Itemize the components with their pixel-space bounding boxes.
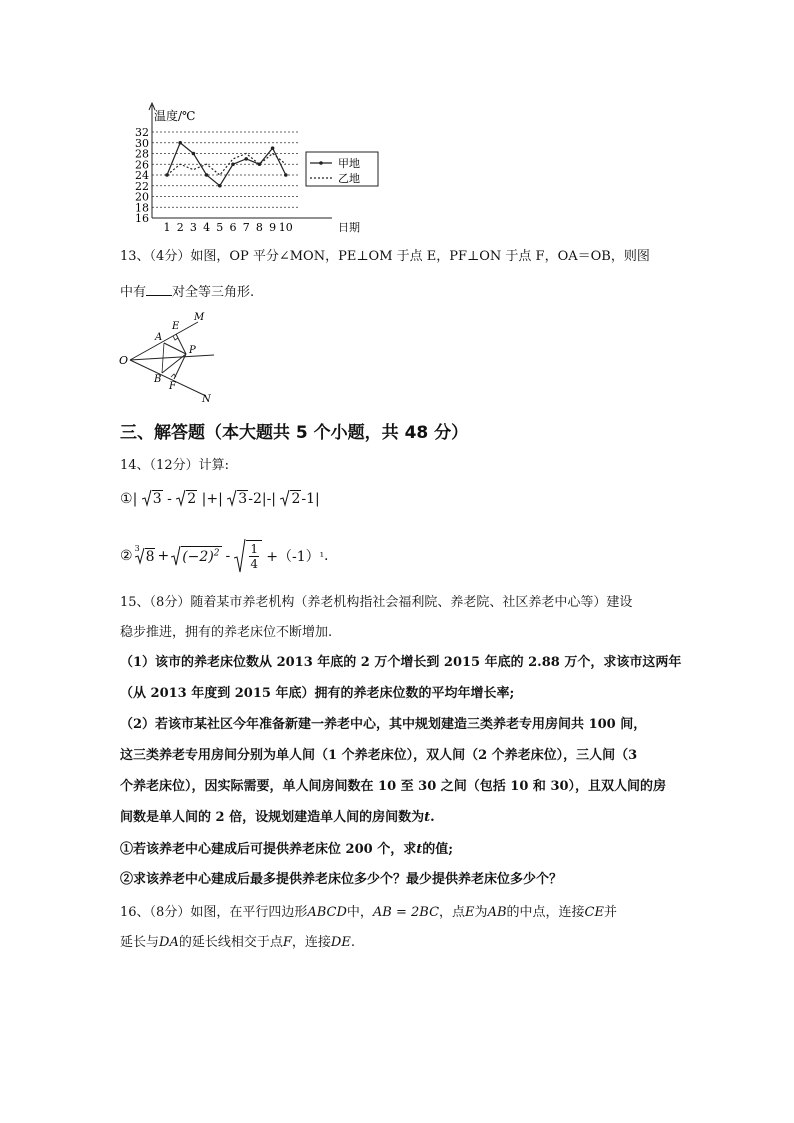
data-point: [284, 173, 288, 177]
x-tick-label: 8: [255, 221, 263, 234]
y-tick-label: 32: [135, 126, 149, 139]
q15-line6: 这三类养老专用房间分别为单人间（1 个养老床位），双人间（2 个养老床位），三人间（3: [120, 748, 638, 763]
label-f: F: [169, 381, 176, 392]
q13-line2: 中有 对全等三角形.: [120, 285, 255, 300]
data-point: [244, 157, 248, 161]
q15-line9: ①若该养老中心建成后可提供养老床位 200 个，求t的值;: [120, 842, 454, 857]
data-point: [271, 146, 275, 150]
ray-op: [130, 355, 214, 360]
x-tick-labels: [164, 221, 293, 234]
x-tick-label: 6: [229, 221, 237, 234]
label-e: E: [172, 321, 180, 332]
x-tick-label: 4: [203, 221, 211, 234]
x-axis-label: 日期: [338, 221, 360, 234]
x-tick-label: 5: [216, 221, 224, 234]
data-point: [231, 162, 235, 166]
ray-on: [130, 360, 206, 396]
y-tick-label: 24: [135, 169, 149, 182]
y-tick-label: 28: [135, 147, 149, 161]
sqrt-symbol: [142, 489, 152, 507]
label-a: A: [155, 332, 163, 343]
label-o: O: [119, 354, 129, 367]
q15-line4: （从 2013 年度到 2015 年底）拥有的养老床位数的平均年增长率;: [120, 686, 515, 701]
y-tick-label: 30: [135, 136, 149, 150]
sqrt-symbol: [171, 545, 181, 567]
legend-label-jia: 甲地: [338, 157, 360, 170]
temperature-line-chart: [120, 100, 390, 235]
q14-part1-expression: ①| 3 - 2 |+| 3-2|-| 2-1|: [120, 491, 320, 507]
data-point: [192, 152, 196, 156]
square-root: $(-2)^2$: [171, 545, 221, 567]
sqrt-symbol: [280, 489, 290, 507]
legend-marker-jia: [319, 161, 323, 165]
y-tick-labels: [135, 126, 149, 225]
label-n: N: [202, 394, 211, 402]
q14-intro: 14、（12分）计算:: [120, 458, 229, 473]
y-tick-label: 22: [135, 179, 149, 193]
q13-line1: 13、（4分）如图，OP 平分∠MON，PE⊥OM 于点 E，PF⊥ON 于点 F，OA＝OB，则图: [120, 249, 650, 264]
data-point: [178, 141, 182, 145]
q16-line1: 16、（8分）如图，在平行四边形ABCD中，AB = 2BC，点E为AB的中点，连接CE并: [120, 905, 617, 920]
x-tick-label: 2: [176, 221, 184, 234]
x-tick-label: 10: [278, 221, 293, 234]
y-tick-label: 26: [135, 158, 149, 172]
x-tick-label: 3: [189, 221, 197, 234]
section-heading: 三、解答题（本大题共 5 个小题，共 48 分）: [120, 423, 469, 443]
label-b: B: [154, 374, 162, 385]
sqrt-symbol: [176, 489, 186, 507]
q15-line10: ②求该养老中心建成后最多提供养老床位多少个？最少提供养老床位多少个？: [120, 872, 563, 887]
q13-angle-bisector-figure: [118, 310, 218, 402]
sqrt-symbol: [234, 538, 246, 574]
q15-line3: （1）该市的养老床位数从 2013 年底的 2 万个增长到 2015 年底的 2.88 万个，求该市这两年: [120, 655, 682, 670]
data-point: [205, 173, 209, 177]
cube-root: 3 8: [134, 544, 155, 565]
q15-line8: 间数是单人间的 2 倍，设规划建造单人间的房间数为t.: [120, 810, 435, 825]
chart-legend: [306, 152, 378, 186]
q16-line2: 延长与DA的延长线相交于点F，连接DE.: [120, 935, 355, 950]
label-p: P: [189, 345, 196, 356]
legend-label-yi: 乙地: [338, 172, 360, 185]
y-tick-label: 16: [135, 212, 149, 225]
q15-line1: 15、（8分）随着某市养老机构（养老机构指社会福利院、养老院、社区养老中心等）建设: [120, 595, 633, 610]
q14-part2-expression: ② 3 8 + $(-2)^2$ - 1 4 +（-1） ¹ .: [120, 538, 329, 574]
label-m: M: [194, 312, 205, 323]
q15-line5: （2）若该市某社区今年准备新建一养老中心，其中规划建造三类养老专用房间共 100 间，: [120, 717, 647, 732]
y-axis-label: 温度/℃: [154, 109, 196, 123]
q15-line2: 稳步推进，拥有的养老床位不断增加.: [120, 625, 333, 640]
x-tick-label: 7: [242, 221, 250, 234]
ray-om: [130, 322, 198, 360]
right-angle-mark-f: [171, 374, 176, 377]
sqrt-symbol: [227, 489, 237, 507]
segment-bp: [162, 354, 186, 373]
data-point: [218, 184, 222, 188]
fraction-root: 1 4: [234, 538, 262, 574]
x-tick-label: 9: [269, 221, 277, 234]
y-tick-label: 20: [135, 190, 149, 204]
x-tick-label: 1: [163, 221, 171, 234]
answer-blank: [146, 283, 172, 296]
q15-line7: 个养老床位），因实际需要，单人间房间数在 10 至 30 之间（包括 10 和 30），且双人间的房: [120, 779, 667, 794]
y-tick-label: 18: [135, 201, 149, 215]
